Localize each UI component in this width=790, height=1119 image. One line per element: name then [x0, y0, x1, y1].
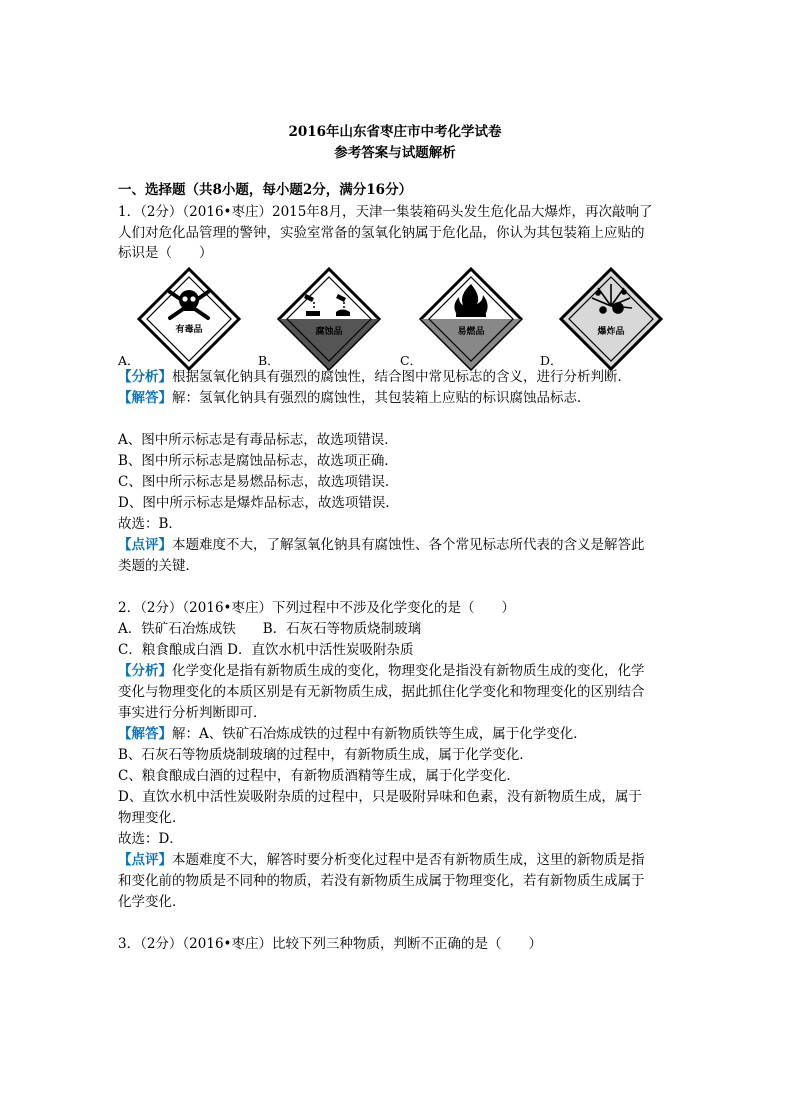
- answer-text: 解：氢氧化钠具有强烈的腐蚀性，其包装箱上应贴的标识腐蚀品标志．: [172, 390, 591, 406]
- comment-tag: 【点评】: [118, 537, 172, 553]
- q1-explain-line: D、图中所示标志是爆炸品标志，故选项错误．: [118, 495, 399, 511]
- q2-comment-line: 和变化前的物质是不同种的物质，若没有新物质生成属于物理变化，若有新物质生成属于: [118, 873, 645, 889]
- q2-explain-line: C、粮食酿成白酒的过程中，有新物质酒精等生成，属于化学变化．: [118, 768, 520, 784]
- page-title: 2016年山东省枣庄市中考化学试卷: [288, 124, 502, 140]
- comment-text: 本题难度不大，了解氢氧化钠具有腐蚀性、各个常见标志所代表的含义是解答此: [172, 537, 645, 553]
- q1-explain-line: 故选：B．: [118, 516, 182, 532]
- q2-analysis-line: 变化与物理变化的本质区别是有无新物质生成，据此抓住化学变化和物理变化的区别结合: [118, 684, 645, 700]
- q2-explain-line: 故选：D．: [118, 831, 183, 847]
- q1-explain-line: A、图中所示标志是有毒品标志，故选项错误．: [118, 432, 398, 448]
- q2-options: A．铁矿石冶炼成铁 B．石灰石等物质烧制玻璃: [118, 621, 422, 637]
- analysis-tag: 【分析】: [118, 663, 172, 679]
- option-c-sign: [418, 266, 524, 372]
- q1-comment-line: 类题的关键．: [118, 558, 199, 574]
- sign-label: 有毒品: [175, 325, 203, 335]
- option-b-label: B．: [258, 353, 280, 368]
- comment-tag: 【点评】: [118, 852, 172, 868]
- q1-comment: [118, 537, 645, 553]
- option-a-sign: [136, 266, 242, 372]
- option-d-label: D．: [540, 353, 563, 368]
- answer-tag: 【解答】: [118, 726, 172, 742]
- option-b-sign: [276, 266, 382, 372]
- q1-analysis: [118, 369, 631, 385]
- sign-label: 腐蚀品: [315, 327, 343, 337]
- section-heading: 一、选择题（共8小题，每小题2分，满分16分）: [118, 182, 413, 198]
- page-subtitle: 参考答案与试题解析: [334, 145, 456, 161]
- q2-explain-line: B、石灰石等物质烧制玻璃的过程中，有新物质生成，属于化学变化．: [118, 747, 533, 763]
- q2-stem: 2．（2分）（2016•枣庄）下列过程中不涉及化学变化的是（ ）: [118, 600, 515, 616]
- q2-explain-line: 物理变化．: [118, 810, 186, 826]
- q1-stem-line: 人们对危化品管理的警钟，实验室常备的氢氧化钠属于危化品，你认为其包装箱上应贴的: [118, 225, 645, 241]
- option-a-label: A．: [118, 353, 140, 368]
- q1-answer: [118, 390, 591, 406]
- analysis-text: 化学变化是指有新物质生成的变化，物理变化是指没有新物质生成的变化，化学: [172, 663, 645, 679]
- comment-text: 本题难度不大，解答时要分析变化过程中是否有新物质生成，这里的新物质是指: [172, 852, 645, 868]
- q2-analysis-line: 事实进行分析判断即可．: [118, 705, 267, 721]
- q2-comment-line: 化学变化．: [118, 894, 186, 910]
- q1-stem-line: 1．（2分）（2016•枣庄）2015年8月，天津一集装箱码头发生危化品大爆炸，再次敲响了: [118, 204, 653, 220]
- q2-options: C．粮食酿成白酒 D．直饮水机中活性炭吸附杂质: [118, 642, 414, 658]
- sign-label: 爆炸品: [597, 327, 625, 337]
- answer-text: 解：A、铁矿石冶炼成铁的过程中有新物质铁等生成，属于化学变化．: [172, 726, 587, 742]
- q1-explain-line: C、图中所示标志是易燃品标志，故选项错误．: [118, 474, 399, 490]
- q1-stem-line: 标识是（ ）: [118, 245, 213, 261]
- q2-comment: [118, 852, 645, 868]
- option-c-label: C．: [400, 353, 423, 368]
- q3-stem: 3．（2分）（2016•枣庄）比较下列三种物质，判断不正确的是（ ）: [118, 936, 542, 952]
- analysis-tag: 【分析】: [118, 369, 172, 385]
- q2-answer: [118, 726, 587, 742]
- answer-tag: 【解答】: [118, 390, 172, 406]
- sign-label: 易燃品: [457, 327, 485, 337]
- q2-analysis: [118, 663, 645, 679]
- analysis-text: 根据氢氧化钠具有强烈的腐蚀性，结合图中常见标志的含义，进行分析判断．: [172, 369, 631, 385]
- q2-explain-line: D、直饮水机中活性炭吸附杂质的过程中，只是吸附异味和色素，没有新物质生成，属于: [118, 789, 642, 805]
- q1-explain-line: B、图中所示标志是腐蚀品标志，故选项正确．: [118, 453, 398, 469]
- option-d-sign: [558, 266, 664, 372]
